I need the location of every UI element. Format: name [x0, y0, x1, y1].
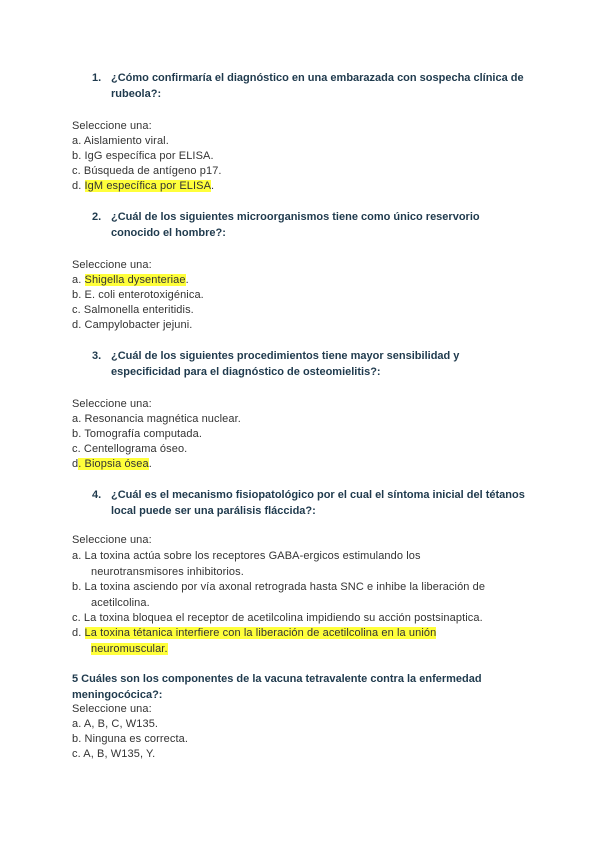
question-1-option-a[interactable]: a. Aislamiento viral. [72, 135, 169, 147]
question-4-option-d[interactable] [72, 626, 512, 657]
option-line-2: neurotransmisores inhibitorios. [91, 565, 244, 578]
question-2-option-a[interactable] [72, 273, 189, 289]
question-5-text: 5 Cuáles son los componentes de la vacuna tetravalente contra la enfermedad meningocócica?: [72, 673, 482, 701]
question-1-text: ¿Cómo confirmaría el diagnóstico en una embarazada con sospecha clínica de rubeola?: [111, 72, 524, 100]
question-3-option-a[interactable]: a. Resonancia magnética nuclear. [72, 413, 241, 425]
highlighted-answer: . Biopsia ósea [78, 458, 149, 470]
option-prefix: d. [72, 180, 85, 192]
question-1-option-b[interactable]: b. IgG específica por ELISA. [72, 150, 214, 162]
option-prefix: a. [72, 274, 85, 286]
highlighted-answer: Shigella dysenteriae [84, 274, 186, 286]
question-5-select-label: Seleccione una: [72, 703, 152, 715]
highlighted-answer-line-1: La toxina tétanica interfiere con la liberación de acetilcolina en la unión [84, 627, 437, 639]
question-5-option-c[interactable]: c. A, B, W135, Y. [72, 748, 156, 760]
question-3-select-label: Seleccione una: [72, 398, 152, 410]
question-2-option-c[interactable]: c. Salmonella enteritidis. [72, 304, 194, 316]
option-suffix: . [148, 458, 152, 470]
question-4-option-b[interactable] [72, 580, 512, 611]
question-5-option-a[interactable]: a. A, B, C, W135. [72, 718, 159, 730]
question-3-option-b[interactable]: b. Tomografía computada. [72, 428, 202, 440]
option-line-2: acetilcolina. [91, 596, 150, 609]
question-3-text: ¿Cuál de los siguientes procedimientos tiene mayor sensibilidad y especificidad para el diagnóstico de osteomielitis?: [111, 350, 460, 378]
option-line-1: b. La toxina asciendo por vía axonal retrograda hasta SNC e inhibe la liberación de [72, 581, 486, 593]
question-4-option-a[interactable] [72, 549, 512, 580]
question-2-text: ¿Cuál de los siguientes microorganismos tiene como único reservorio conocido el hombre?: [111, 211, 480, 239]
option-prefix: d. [72, 627, 85, 639]
option-suffix: . [185, 274, 189, 286]
question-4-select-label: Seleccione una: [72, 534, 152, 546]
question-2-number: 2. [92, 211, 102, 223]
question-1-select-label: Seleccione una: [72, 120, 152, 132]
question-3-option-d[interactable] [72, 457, 152, 473]
option-prefix: d [72, 458, 79, 470]
question-4-text: ¿Cuál es el mecanismo fisiopatológico por el cual el síntoma inicial del tétanos local puede ser una parálisis fláccida?: [111, 489, 525, 517]
question-4-number: 4. [92, 489, 102, 501]
question-4-option-c[interactable]: c. La toxina bloquea el receptor de acetilcolina impidiendo su acción postsinaptica. [72, 612, 483, 624]
question-3-number: 3. [92, 350, 102, 362]
highlighted-answer: IgM específica por ELISA [84, 180, 212, 192]
question-3-option-c[interactable]: c. Centellograma óseo. [72, 443, 188, 455]
question-1-number: 1. [92, 72, 102, 84]
question-5-option-b[interactable]: b. Ninguna es correcta. [72, 733, 189, 745]
question-2-select-label: Seleccione una: [72, 259, 152, 271]
question-2-option-b[interactable]: b. E. coli enterotoxigénica. [72, 289, 204, 301]
question-1-option-d[interactable] [72, 179, 214, 195]
question-1-option-c[interactable]: c. Búsqueda de antígeno p17. [72, 165, 222, 177]
question-2-option-d[interactable]: d. Campylobacter jejuni. [72, 319, 193, 331]
option-line-1: a. La toxina actúa sobre los receptores GABA-ergicos estimulando los [72, 550, 421, 562]
option-suffix: . [211, 180, 215, 192]
highlighted-answer-line-2: neuromuscular. [91, 642, 168, 655]
